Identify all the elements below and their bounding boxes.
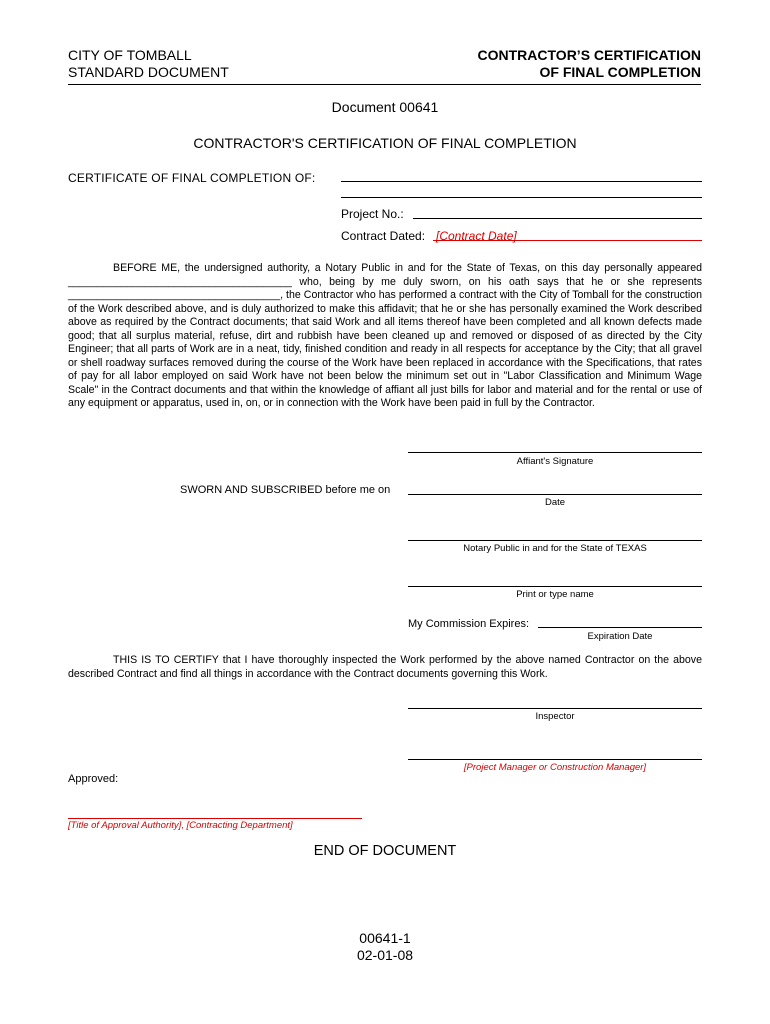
document-title: CONTRACTOR'S CERTIFICATION OF FINAL COMPLETION: [193, 135, 577, 151]
commission-label: My Commission Expires:: [408, 618, 530, 630]
footer-page-number: 00641-1: [359, 930, 411, 946]
contract-date-line: [433, 240, 702, 241]
print-name-line[interactable]: [408, 586, 702, 587]
header-title-line1: CONTRACTOR’S CERTIFICATION: [477, 47, 701, 63]
project-no-field[interactable]: [413, 218, 702, 219]
approval-department-placeholder[interactable]: [Contracting Department]: [186, 820, 293, 831]
contract-dated-label: Contract Dated:: [341, 229, 426, 243]
certificate-of-line-1[interactable]: [341, 181, 702, 182]
certificate-of-line-2[interactable]: [341, 197, 702, 198]
city-name: CITY OF TOMBALL: [68, 47, 192, 63]
certify-paragraph: [68, 653, 702, 681]
approval-separator: ,: [181, 820, 187, 831]
approved-label: Approved:: [68, 773, 119, 785]
footer-date: 02-01-08: [356, 947, 414, 963]
sworn-date-line[interactable]: [408, 494, 702, 495]
project-no-label: Project No.:: [341, 207, 404, 221]
project-manager-signature-line[interactable]: [408, 759, 702, 760]
expiration-date-label: Expiration Date: [587, 631, 653, 642]
notary-label: Notary Public in and for the State of TEXAS: [463, 543, 647, 554]
affiant-signature-label: Affiant's Signature: [516, 456, 594, 467]
commission-expiration-line[interactable]: [538, 627, 702, 628]
approval-signature-line[interactable]: [68, 818, 362, 819]
standard-document-label: STANDARD DOCUMENT: [68, 64, 229, 80]
inspector-label: Inspector: [535, 711, 575, 722]
affiant-signature-line[interactable]: [408, 452, 702, 453]
document-number: Document 00641: [331, 99, 439, 115]
header-left: [68, 47, 229, 81]
header-title-line2: OF FINAL COMPLETION: [539, 64, 701, 80]
contract-date-placeholder[interactable]: [Contract Date]: [436, 229, 517, 243]
date-label: Date: [544, 497, 566, 508]
page-footer: [0, 930, 770, 964]
header-right: [478, 47, 701, 81]
certify-text: THIS IS TO CERTIFY that I have thoroughly inspected the Work performed by the above named Contractor on the above described Contract and find all things in accordance with the Contract documents governing this Work.: [68, 654, 702, 680]
header-divider: [68, 84, 701, 85]
affidavit-paragraph: [68, 262, 702, 411]
approval-authority: [68, 820, 293, 831]
affidavit-text: BEFORE ME, the undersigned authority, a Notary Public in and for the State of Texas, on this day personally appeared ______________________________________ who, being by me duly sworn, on his oath says that he or she represents ____________________________________, the Contractor who has performed a contract with the City of Tomball for the construction of the Work described above, and is duly authorized to make this affidavit; that he or she has personally examined the Work described above as required by the Contract documents; that said Work and all items thereof have been completed and all known defects made good; that all surplus material, refuse, dirt and rubbish have been cleaned up and removed or disposed of as directed by the City Engineer; that all parts of Work are in a neat, tidy, finished condition and ready in all respects for acceptance by the City; that all gravel or shell roadway surfaces removed during the course of the Work have been replaced in accordance with the Specifications, that rates of pay for all labor employed on said Work have not been below the minimum set out in "Labor Classification and Minimum Wage Scale" in the Contract documents and that within the knowledge of affiant all just bills for labor and material and for the rental or use of any equipment or apparatus, used in, on, or in connection with the Work have been paid in full by the Contractor.: [68, 262, 702, 409]
sworn-label: SWORN AND SUBSCRIBED before me on: [180, 484, 391, 496]
inspector-signature-line[interactable]: [408, 708, 702, 709]
notary-signature-line[interactable]: [408, 540, 702, 541]
project-manager-placeholder[interactable]: [Project Manager or Construction Manager]: [463, 762, 647, 773]
end-of-document: END OF DOCUMENT: [313, 843, 457, 859]
certificate-of-label: CERTIFICATE OF FINAL COMPLETION OF:: [68, 171, 316, 185]
approval-title-placeholder[interactable]: [Title of Approval Authority]: [68, 820, 182, 831]
print-name-label: Print or type name: [516, 589, 594, 600]
